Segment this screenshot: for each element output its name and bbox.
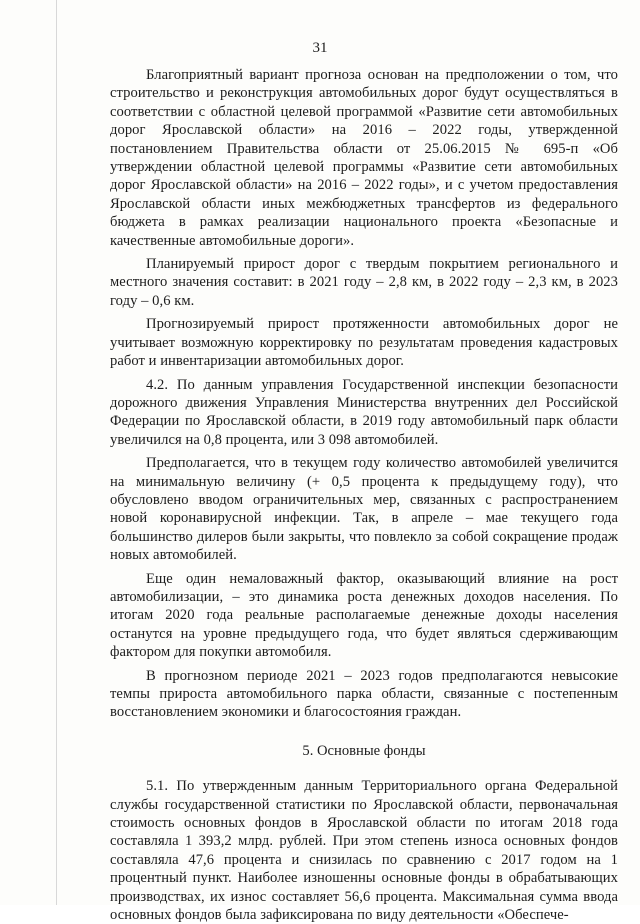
paragraph-fixed-assets: 5.1. По утвержденным данным Территориального органа Федеральной службы государственной статистики по Ярославской области, первоначальная стоимость основных фондов в Ярославской области по итогам 2018 года составляла 1 393,2 млрд. рублей. При этом степень износа основных фондов составляла 47,6 процента и снизилась по сравнению с 2017 годом на 1 процентный пункт. Наиболее изношенны основные фонды в обрабатывающих производствах, их износ составляет 56,6 процента. Максимальная сумма ввода основных фондов была зафиксирована по виду деятельности «Обеспече- [110, 778, 618, 924]
paragraph-planned-road-growth: Планируемый прирост дорог с твердым покрытием регионального и местного значения составит: в 2021 году – 2,8 км, в 2022 году – 2,3 км, в 2023 году – 0,6 км. [110, 256, 618, 309]
scan-artifact-line [56, 0, 57, 905]
paragraph-forecast-road-length: Прогнозируемый прирост протяженности автомобильных дорог не учитывает возможную корректировку по результатам проведения кадастровых работ и инвентаризации автомобильных дорог. [110, 316, 618, 370]
section-heading: 5. Основные фонды [302, 742, 426, 759]
paragraph-favorable-forecast: Благоприятный вариант прогноза основан на предположении о том, что строительство и реконструкция автомобильных дорог будут осуществляться в соответствии с областной целевой программой «Развитие сети автомобильных дорог Ярославской области» на 2016 – 2022 годы, утвержденной постановлением Правительства области от 25.06.2015 № 695-п «Об утверждении областной целевой программы «Развитие сети автомобильных дорог Ярославской области» на 2016 – 2022 годы», и с учетом предоставления Ярославской области иных межбюджетных трансфертов из федерального бюджета в рамках реализации национального проекта «Безопасные и качественные автомобильные дороги». [110, 67, 618, 249]
paragraph-vehicle-fleet-2019: 4.2. По данным управления Государственной инспекции безопасности дорожного движения Управления Министерства внутренних дел Российской Федерации по Ярославской области, в 2019 году автомобильный парк области увеличился на 0,8 процента, или 3 098 автомобилей. [110, 376, 618, 448]
page-number: 31 [312, 40, 328, 56]
paragraph-current-year-vehicles: Предполагается, что в текущем году количество автомобилей увеличится на минимальную величину (+ 0,5 процента к предыдущему году), что обусловлено вводом ограничительных мер, связанных с распространением новой коронавирусной инфекции. Так, в апреле – мае текущего года большинство дилеров были закрыты, что повлекло за собой сокращение продаж новых автомобилей. [110, 455, 618, 564]
paragraph-income-factor: Еще один немаловажный фактор, оказывающий влияние на рост автомобилизации, – это динамика роста денежных доходов населения. По итогам 2020 года реальные располагаемые денежные доходы населения останутся на уровне предыдущего года, что будет являться сдерживающим фактором для покупки автомобиля. [110, 570, 618, 661]
paragraph-forecast-period: В прогнозном периоде 2021 – 2023 годов предполагаются невысокие темпы прироста автомобильного парка области, связанные с постепенным восстановлением экономики и благосостояния граждан. [110, 667, 618, 721]
document-body [110, 66, 618, 924]
